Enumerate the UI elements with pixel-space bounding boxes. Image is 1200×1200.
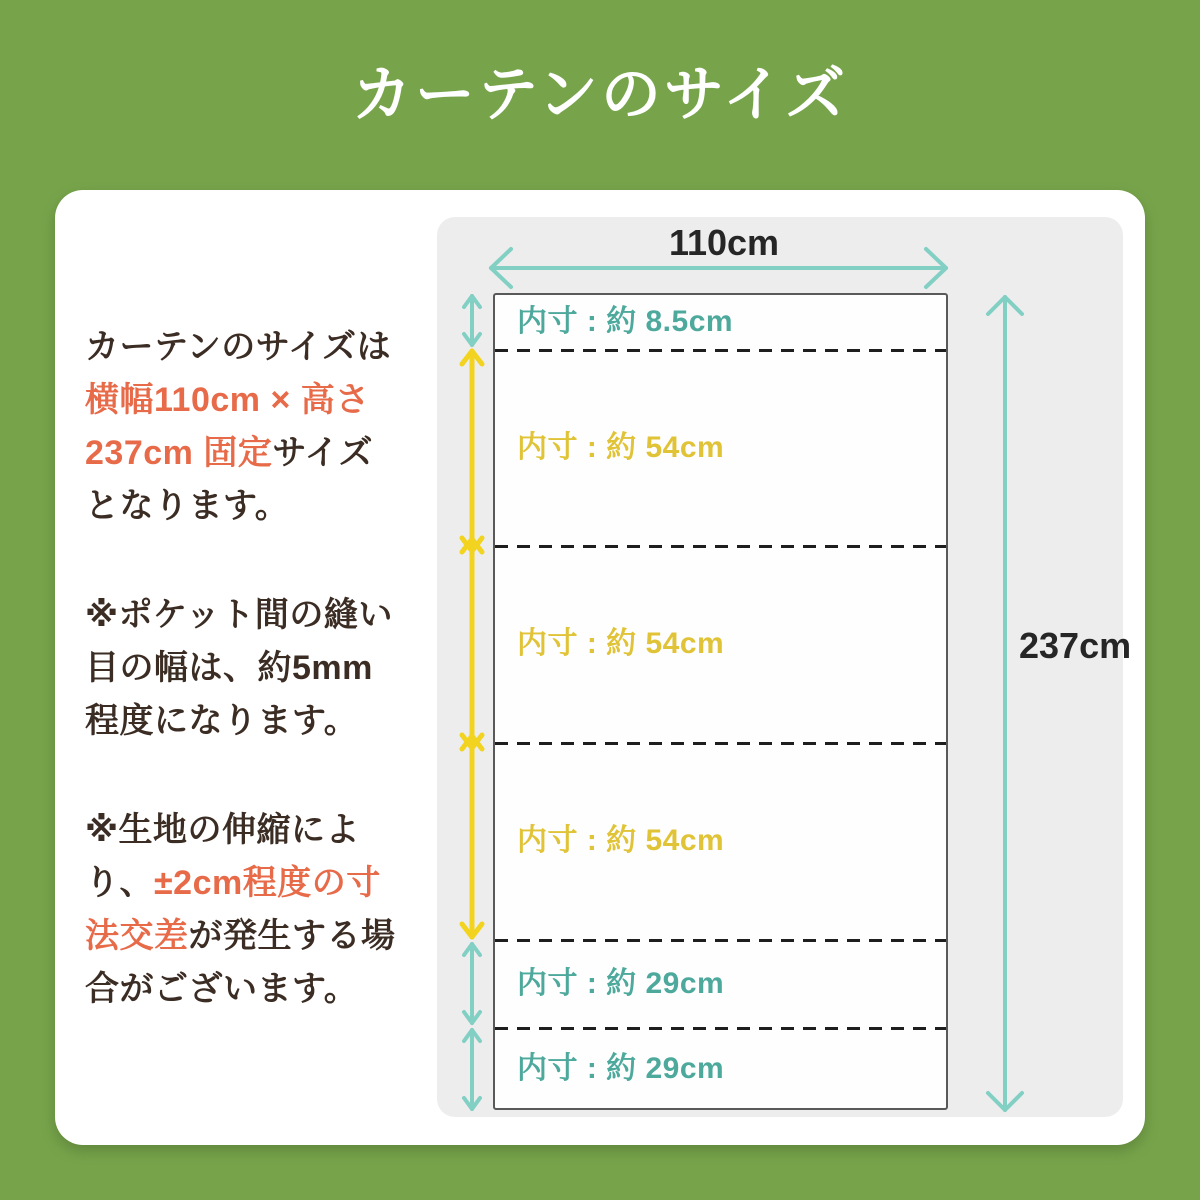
pocket-section-label: 内寸 : 約 29cm xyxy=(517,1052,725,1085)
seam-dashed-line xyxy=(495,1027,946,1030)
height-dimension-label: 237cm xyxy=(1019,625,1132,666)
height-arrow-icon xyxy=(988,297,1022,1110)
bottom-pocket-arrow-icon xyxy=(464,1030,480,1109)
pocket-section-label: 内寸 : 約 54cm xyxy=(517,824,725,857)
curtain-rectangle xyxy=(493,293,948,1110)
pocket-section-label: 内寸 : 約 29cm xyxy=(517,967,725,1000)
lower-pocket-arrow-icon xyxy=(464,944,480,1023)
page-title: カーテンのサイズ xyxy=(351,61,849,128)
seam-dashed-line xyxy=(495,742,946,745)
seam-dashed-line xyxy=(495,545,946,548)
diagram-panel xyxy=(437,217,1132,1117)
pocket-section-label: 内寸 : 約 54cm xyxy=(517,627,725,660)
pocket-section-label: 内寸 : 約 54cm xyxy=(517,431,725,464)
seam-dashed-line xyxy=(495,349,946,352)
pocket-section-label: 内寸 : 約 8.5cm xyxy=(517,305,734,338)
width-arrow-icon xyxy=(491,249,946,287)
middle-pockets-arrow-icon xyxy=(462,351,482,937)
size-description-paragraph: カーテンのサイズは 横幅110cm × 高さ 237cm 固定サイズ となります。 xyxy=(85,328,392,525)
tolerance-note-paragraph: ※生地の伸縮によ り、±2cm程度の寸 法交差が発生する場 合がございます。 xyxy=(85,811,396,1008)
seam-note-paragraph: ※ポケット間の縫い 目の幅は、約5mm 程度になります。 xyxy=(85,596,393,740)
content-card xyxy=(55,190,1145,1145)
description-text xyxy=(85,321,455,1072)
seam-dashed-line xyxy=(495,939,946,942)
width-dimension-label: 110cm xyxy=(668,222,780,263)
top-pocket-arrow-icon xyxy=(464,296,480,345)
